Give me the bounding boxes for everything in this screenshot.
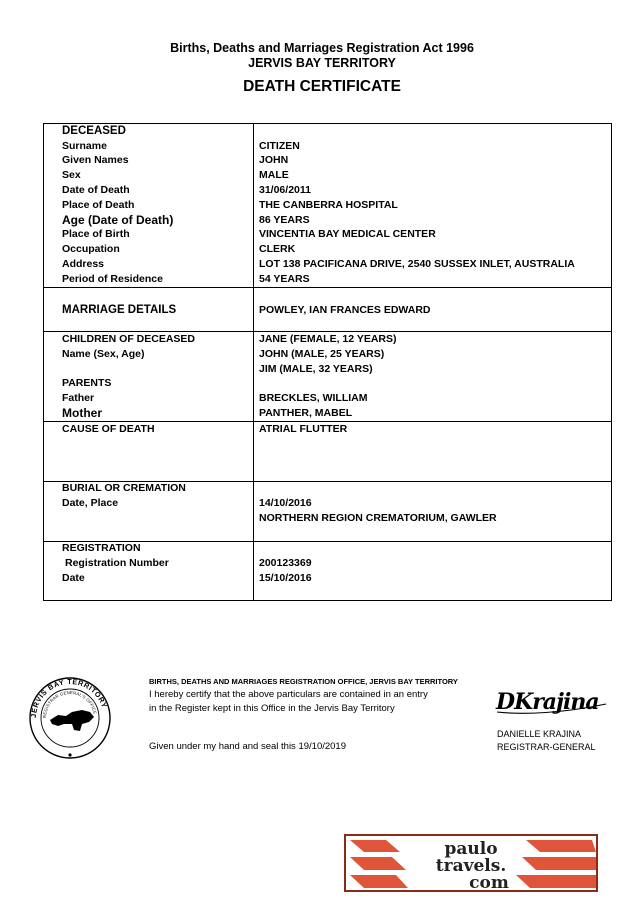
child-value: JIM (MALE, 32 YEARS): [259, 363, 373, 375]
column-divider: [253, 124, 254, 600]
row-divider: [44, 331, 611, 332]
field-value: CITIZEN: [259, 140, 300, 152]
field-value: 86 YEARS: [259, 214, 310, 226]
watermark-line-2: travels.: [435, 856, 507, 876]
field-label: Occupation: [62, 243, 120, 255]
field-label: Place of Death: [62, 199, 135, 211]
mother-label: Mother: [62, 406, 102, 420]
paulotravels-watermark: [344, 834, 598, 892]
registration-date-label: Date: [62, 572, 85, 584]
cause-value: ATRIAL FLUTTER: [259, 423, 348, 435]
children-heading: CHILDREN OF DECEASED: [62, 333, 196, 345]
children-label: Name (Sex, Age): [62, 348, 145, 360]
watermark-line-3: com: [469, 873, 509, 892]
field-label: Period of Residence: [62, 273, 163, 285]
field-value: MALE: [259, 169, 289, 181]
field-label: Sex: [62, 169, 81, 181]
burial-place: NORTHERN REGION CREMATORIUM, GAWLER: [259, 512, 497, 524]
burial-heading: BURIAL OR CREMATION: [62, 482, 186, 494]
child-value: JANE (FEMALE, 12 YEARS): [259, 333, 397, 345]
deceased-heading: DECEASED: [62, 125, 126, 137]
field-label: Date of Death: [62, 184, 130, 196]
field-label: Age (Date of Death): [62, 213, 174, 227]
certify-line-2: in the Register kept in this Office in the Jervis Bay Territory: [149, 703, 395, 714]
father-label: Father: [62, 392, 95, 404]
seal-inner-text: REGISTRAR GENERAL'S OFFICE: [41, 689, 98, 719]
burial-date: 14/10/2016: [259, 497, 312, 509]
registration-number: 200123369: [259, 557, 312, 569]
field-value: VINCENTIA BAY MEDICAL CENTER: [259, 228, 436, 240]
field-value: 54 YEARS: [259, 273, 310, 285]
row-divider: [44, 287, 611, 288]
field-value: CLERK: [259, 243, 296, 255]
registration-date: 15/10/2016: [259, 572, 312, 584]
field-label: Address: [62, 258, 105, 270]
registrar-seal-icon: [28, 676, 112, 760]
certify-line-1: I hereby certify that the above particulars are contained in an entry: [149, 689, 428, 700]
seal-text: JERVIS BAY TERRITORY: [28, 676, 110, 719]
registration-number-label: Registration Number: [65, 557, 169, 569]
registrar-title: REGISTRAR-GENERAL: [497, 742, 596, 752]
registration-heading: REGISTRATION: [62, 542, 141, 554]
registrar-name: DANIELLE KRAJINA: [497, 729, 582, 739]
field-value: THE CANBERRA HOSPITAL: [259, 199, 398, 211]
cause-label: CAUSE OF DEATH: [62, 423, 155, 435]
parents-heading: PARENTS: [62, 377, 112, 389]
father-value: BRECKLES, WILLIAM: [259, 392, 368, 404]
child-value: JOHN (MALE, 25 YEARS): [259, 348, 385, 360]
field-label: Surname: [62, 140, 107, 152]
territory-title: JERVIS BAY TERRITORY: [248, 56, 396, 70]
field-value: LOT 138 PACIFICANA DRIVE, 2540 SUSSEX INLET, AUSTRALIA: [259, 258, 575, 270]
burial-label: Date, Place: [62, 497, 119, 509]
certificate-table: [43, 123, 612, 601]
office-title: BIRTHS, DEATHS AND MARRIAGES REGISTRATION OFFICE, JERVIS BAY TERRITORY: [149, 677, 458, 686]
certificate-title: DEATH CERTIFICATE: [243, 78, 401, 95]
marriage-label: MARRIAGE DETAILS: [62, 304, 177, 316]
mother-value: PANTHER, MABEL: [259, 407, 353, 419]
watermark-line-1: paulo: [444, 839, 498, 859]
signature-text: DKrajina: [496, 689, 599, 715]
given-under-hand: Given under my hand and seal this 19/10/2019: [149, 741, 346, 752]
row-divider: [44, 421, 611, 422]
field-value: JOHN: [259, 154, 289, 166]
registrar-signature: [494, 686, 610, 720]
field-value: 31/06/2011: [259, 184, 311, 196]
marriage-value: POWLEY, IAN FRANCES EDWARD: [259, 304, 431, 316]
field-label: Given Names: [62, 154, 129, 166]
act-title: Births, Deaths and Marriages Registration Act 1996: [170, 41, 474, 55]
field-label: Place of Birth: [62, 228, 130, 240]
